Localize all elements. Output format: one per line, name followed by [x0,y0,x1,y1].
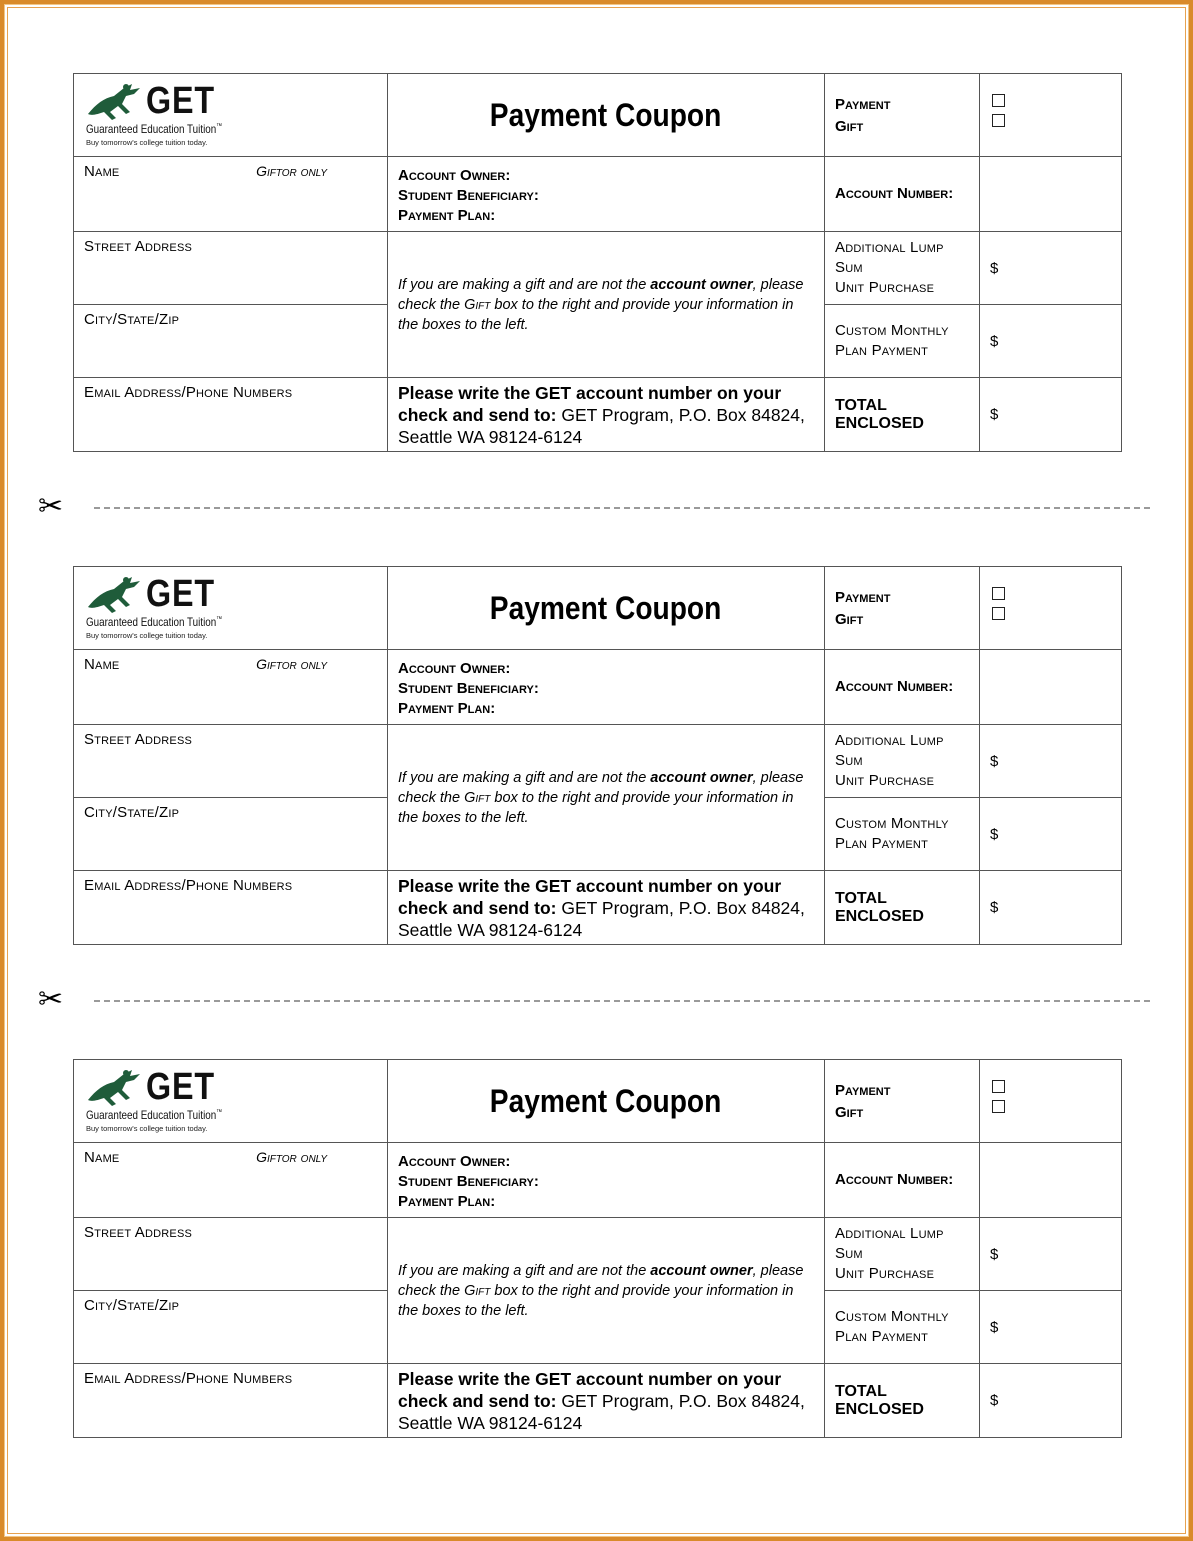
logo-word: GET [146,573,215,615]
cut-line-2 [38,985,1150,1015]
payment-type-checkboxes [980,74,1122,157]
city-state-zip-field[interactable] [74,305,388,378]
coupon-title: Payment Coupon [490,96,722,133]
custom-monthly-label-line2: Plan Payment [835,342,928,359]
account-number-field[interactable] [980,1143,1122,1218]
logo-tagline: Guaranteed Education Tuition™ [86,1108,222,1122]
logo-subline: Buy tomorrow's college tuition today. [86,1124,208,1133]
giftor-only-label: Giftor only [256,1149,327,1165]
mailing-address: GET Program, P.O. Box 84824, Seattle WA 98124-6124 [398,1391,805,1433]
gift-instructions: If you are making a gift and are not the account owner, please check the Gift box to the right and provide your information in the boxes to the left. [388,725,825,871]
lump-sum-amount-field[interactable] [980,232,1122,305]
payment-type-labels [825,74,980,157]
account-info-cell [388,1143,825,1218]
email-phone-field[interactable] [74,378,388,452]
payment-coupon-1 [73,73,1122,452]
coupon-title: Payment Coupon [490,1082,722,1119]
mailing-instructions [388,378,825,452]
gift-label: Gift [835,118,864,135]
logo-cell [74,567,388,650]
name-label: Name [84,163,120,180]
account-info-cell [388,157,825,232]
get-logo [86,82,286,150]
account-owner-emphasis: account owner [650,276,753,293]
payment-type-checkboxes [980,567,1122,650]
mailing-instructions-bold: Please write the GET account number on your check and send to: [398,876,782,918]
total-enclosed-label-cell [825,871,980,945]
currency-symbol: $ [990,1245,999,1263]
email-phone-field[interactable] [74,871,388,945]
total-enclosed-label: TOTAL ENCLOSED [835,396,924,432]
lump-sum-label-line2: Unit Purchase [835,279,935,296]
dashed-cut-guide [94,507,1150,509]
mailing-address: GET Program, P.O. Box 84824, Seattle WA 98124-6124 [398,898,805,940]
currency-symbol: $ [990,899,999,916]
custom-monthly-amount-field[interactable] [980,798,1122,871]
lump-sum-label-line1: Additional Lump Sum [835,732,944,769]
city-state-zip-label: City/State/Zip [84,1297,180,1314]
currency-symbol: $ [990,259,999,277]
logo-cell [74,74,388,157]
logo-tagline: Guaranteed Education Tuition™ [86,615,222,629]
logo-cell [74,1060,388,1143]
custom-monthly-label-line2: Plan Payment [835,835,928,852]
student-beneficiary-label: Student Beneficiary: [398,187,539,204]
title-cell [388,1060,825,1143]
dashed-cut-guide [94,1000,1150,1002]
account-owner-label: Account Owner: [398,1153,511,1170]
lump-sum-label-line1: Additional Lump Sum [835,1225,944,1262]
lump-sum-label-cell [825,232,980,305]
lump-sum-amount-field[interactable] [980,725,1122,798]
graduate-runner-icon [86,575,148,615]
mailing-address: GET Program, P.O. Box 84824, Seattle WA 98124-6124 [398,405,805,447]
lump-sum-label-cell [825,1218,980,1291]
payment-type-labels [825,1060,980,1143]
account-number-label: Account Number: [835,185,954,202]
name-field[interactable] [74,157,388,232]
scissors-icon: ✂ [38,983,64,1016]
account-owner-emphasis: account owner [650,769,753,786]
lump-sum-label-line2: Unit Purchase [835,1265,935,1282]
gift-checkbox[interactable] [992,1100,1005,1113]
custom-monthly-label-cell [825,798,980,871]
custom-monthly-amount-field[interactable] [980,305,1122,378]
payment-coupon-2 [73,566,1122,945]
account-number-label-cell [825,157,980,232]
lump-sum-label-line2: Unit Purchase [835,772,935,789]
currency-symbol: $ [990,332,999,350]
gift-checkbox[interactable] [992,607,1005,620]
lump-sum-label-line1: Additional Lump Sum [835,239,944,276]
street-address-label: Street Address [84,1224,193,1241]
custom-monthly-label-line1: Custom Monthly [835,322,949,339]
email-phone-label: Email Address/Phone Numbers [84,384,293,401]
name-field[interactable] [74,650,388,725]
mailing-instructions [388,1364,825,1438]
total-enclosed-amount-field[interactable] [980,1364,1122,1438]
title-cell [388,567,825,650]
name-label: Name [84,656,120,673]
payment-plan-label: Payment Plan: [398,207,496,224]
custom-monthly-label-cell [825,305,980,378]
get-logo [86,1068,286,1136]
currency-symbol: $ [990,752,999,770]
account-number-field[interactable] [980,157,1122,232]
student-beneficiary-label: Student Beneficiary: [398,680,539,697]
custom-monthly-label-line1: Custom Monthly [835,815,949,832]
total-enclosed-label-cell [825,1364,980,1438]
cut-line-1 [38,492,1150,522]
payment-checkbox[interactable] [992,587,1005,600]
city-state-zip-label: City/State/Zip [84,311,180,328]
currency-symbol: $ [990,1392,999,1409]
account-info-cell [388,650,825,725]
account-number-label: Account Number: [835,1171,954,1188]
street-address-field[interactable] [74,232,388,305]
payment-plan-label: Payment Plan: [398,1193,496,1210]
coupon-title: Payment Coupon [490,589,722,626]
total-enclosed-label: TOTAL ENCLOSED [835,1382,924,1418]
logo-subline: Buy tomorrow's college tuition today. [86,631,208,640]
title-cell [388,74,825,157]
account-number-label-cell [825,1143,980,1218]
currency-symbol: $ [990,1318,999,1336]
graduate-runner-icon [86,82,148,122]
logo-tagline: Guaranteed Education Tuition™ [86,122,222,136]
account-number-label-cell [825,650,980,725]
street-address-field[interactable] [74,725,388,798]
currency-symbol: $ [990,825,999,843]
custom-monthly-label-line2: Plan Payment [835,1328,928,1345]
account-number-field[interactable] [980,650,1122,725]
email-phone-field[interactable] [74,1364,388,1438]
gift-checkbox[interactable] [992,114,1005,127]
custom-monthly-amount-field[interactable] [980,1291,1122,1364]
mailing-instructions [388,871,825,945]
logo-word: GET [146,1066,215,1108]
payment-label: Payment [835,589,891,606]
mailing-instructions-bold: Please write the GET account number on your check and send to: [398,383,782,425]
account-number-label: Account Number: [835,678,954,695]
payment-label: Payment [835,96,891,113]
city-state-zip-field[interactable] [74,1291,388,1364]
gift-instructions: If you are making a gift and are not the account owner, please check the Gift box to the right and provide your information in the boxes to the left. [388,1218,825,1364]
get-logo [86,575,286,643]
gift-instructions: If you are making a gift and are not the account owner, please check the Gift box to the right and provide your information in the boxes to the left. [388,232,825,378]
email-phone-label: Email Address/Phone Numbers [84,1370,293,1387]
graduate-runner-icon [86,1068,148,1108]
giftor-only-label: Giftor only [256,163,327,179]
payment-coupon-3 [73,1059,1122,1438]
total-enclosed-amount-field[interactable] [980,378,1122,452]
mailing-instructions-bold: Please write the GET account number on your check and send to: [398,1369,782,1411]
gift-label: Gift [835,1104,864,1121]
total-enclosed-amount-field[interactable] [980,871,1122,945]
gift-label: Gift [835,611,864,628]
total-enclosed-label-cell [825,378,980,452]
lump-sum-amount-field[interactable] [980,1218,1122,1291]
street-address-field[interactable] [74,1218,388,1291]
name-field[interactable] [74,1143,388,1218]
account-owner-emphasis: account owner [650,1262,753,1279]
street-address-label: Street Address [84,238,193,255]
scissors-icon: ✂ [38,490,64,523]
total-enclosed-label: TOTAL ENCLOSED [835,889,924,925]
student-beneficiary-label: Student Beneficiary: [398,1173,539,1190]
city-state-zip-label: City/State/Zip [84,804,180,821]
payment-label: Payment [835,1082,891,1099]
custom-monthly-label-cell [825,1291,980,1364]
account-owner-label: Account Owner: [398,167,511,184]
payment-checkbox[interactable] [992,1080,1005,1093]
payment-type-labels [825,567,980,650]
payment-checkbox[interactable] [992,94,1005,107]
street-address-label: Street Address [84,731,193,748]
payment-type-checkboxes [980,1060,1122,1143]
name-label: Name [84,1149,120,1166]
lump-sum-label-cell [825,725,980,798]
logo-subline: Buy tomorrow's college tuition today. [86,138,208,147]
custom-monthly-label-line1: Custom Monthly [835,1308,949,1325]
account-owner-label: Account Owner: [398,660,511,677]
city-state-zip-field[interactable] [74,798,388,871]
logo-word: GET [146,80,215,122]
email-phone-label: Email Address/Phone Numbers [84,877,293,894]
giftor-only-label: Giftor only [256,656,327,672]
payment-plan-label: Payment Plan: [398,700,496,717]
currency-symbol: $ [990,406,999,423]
